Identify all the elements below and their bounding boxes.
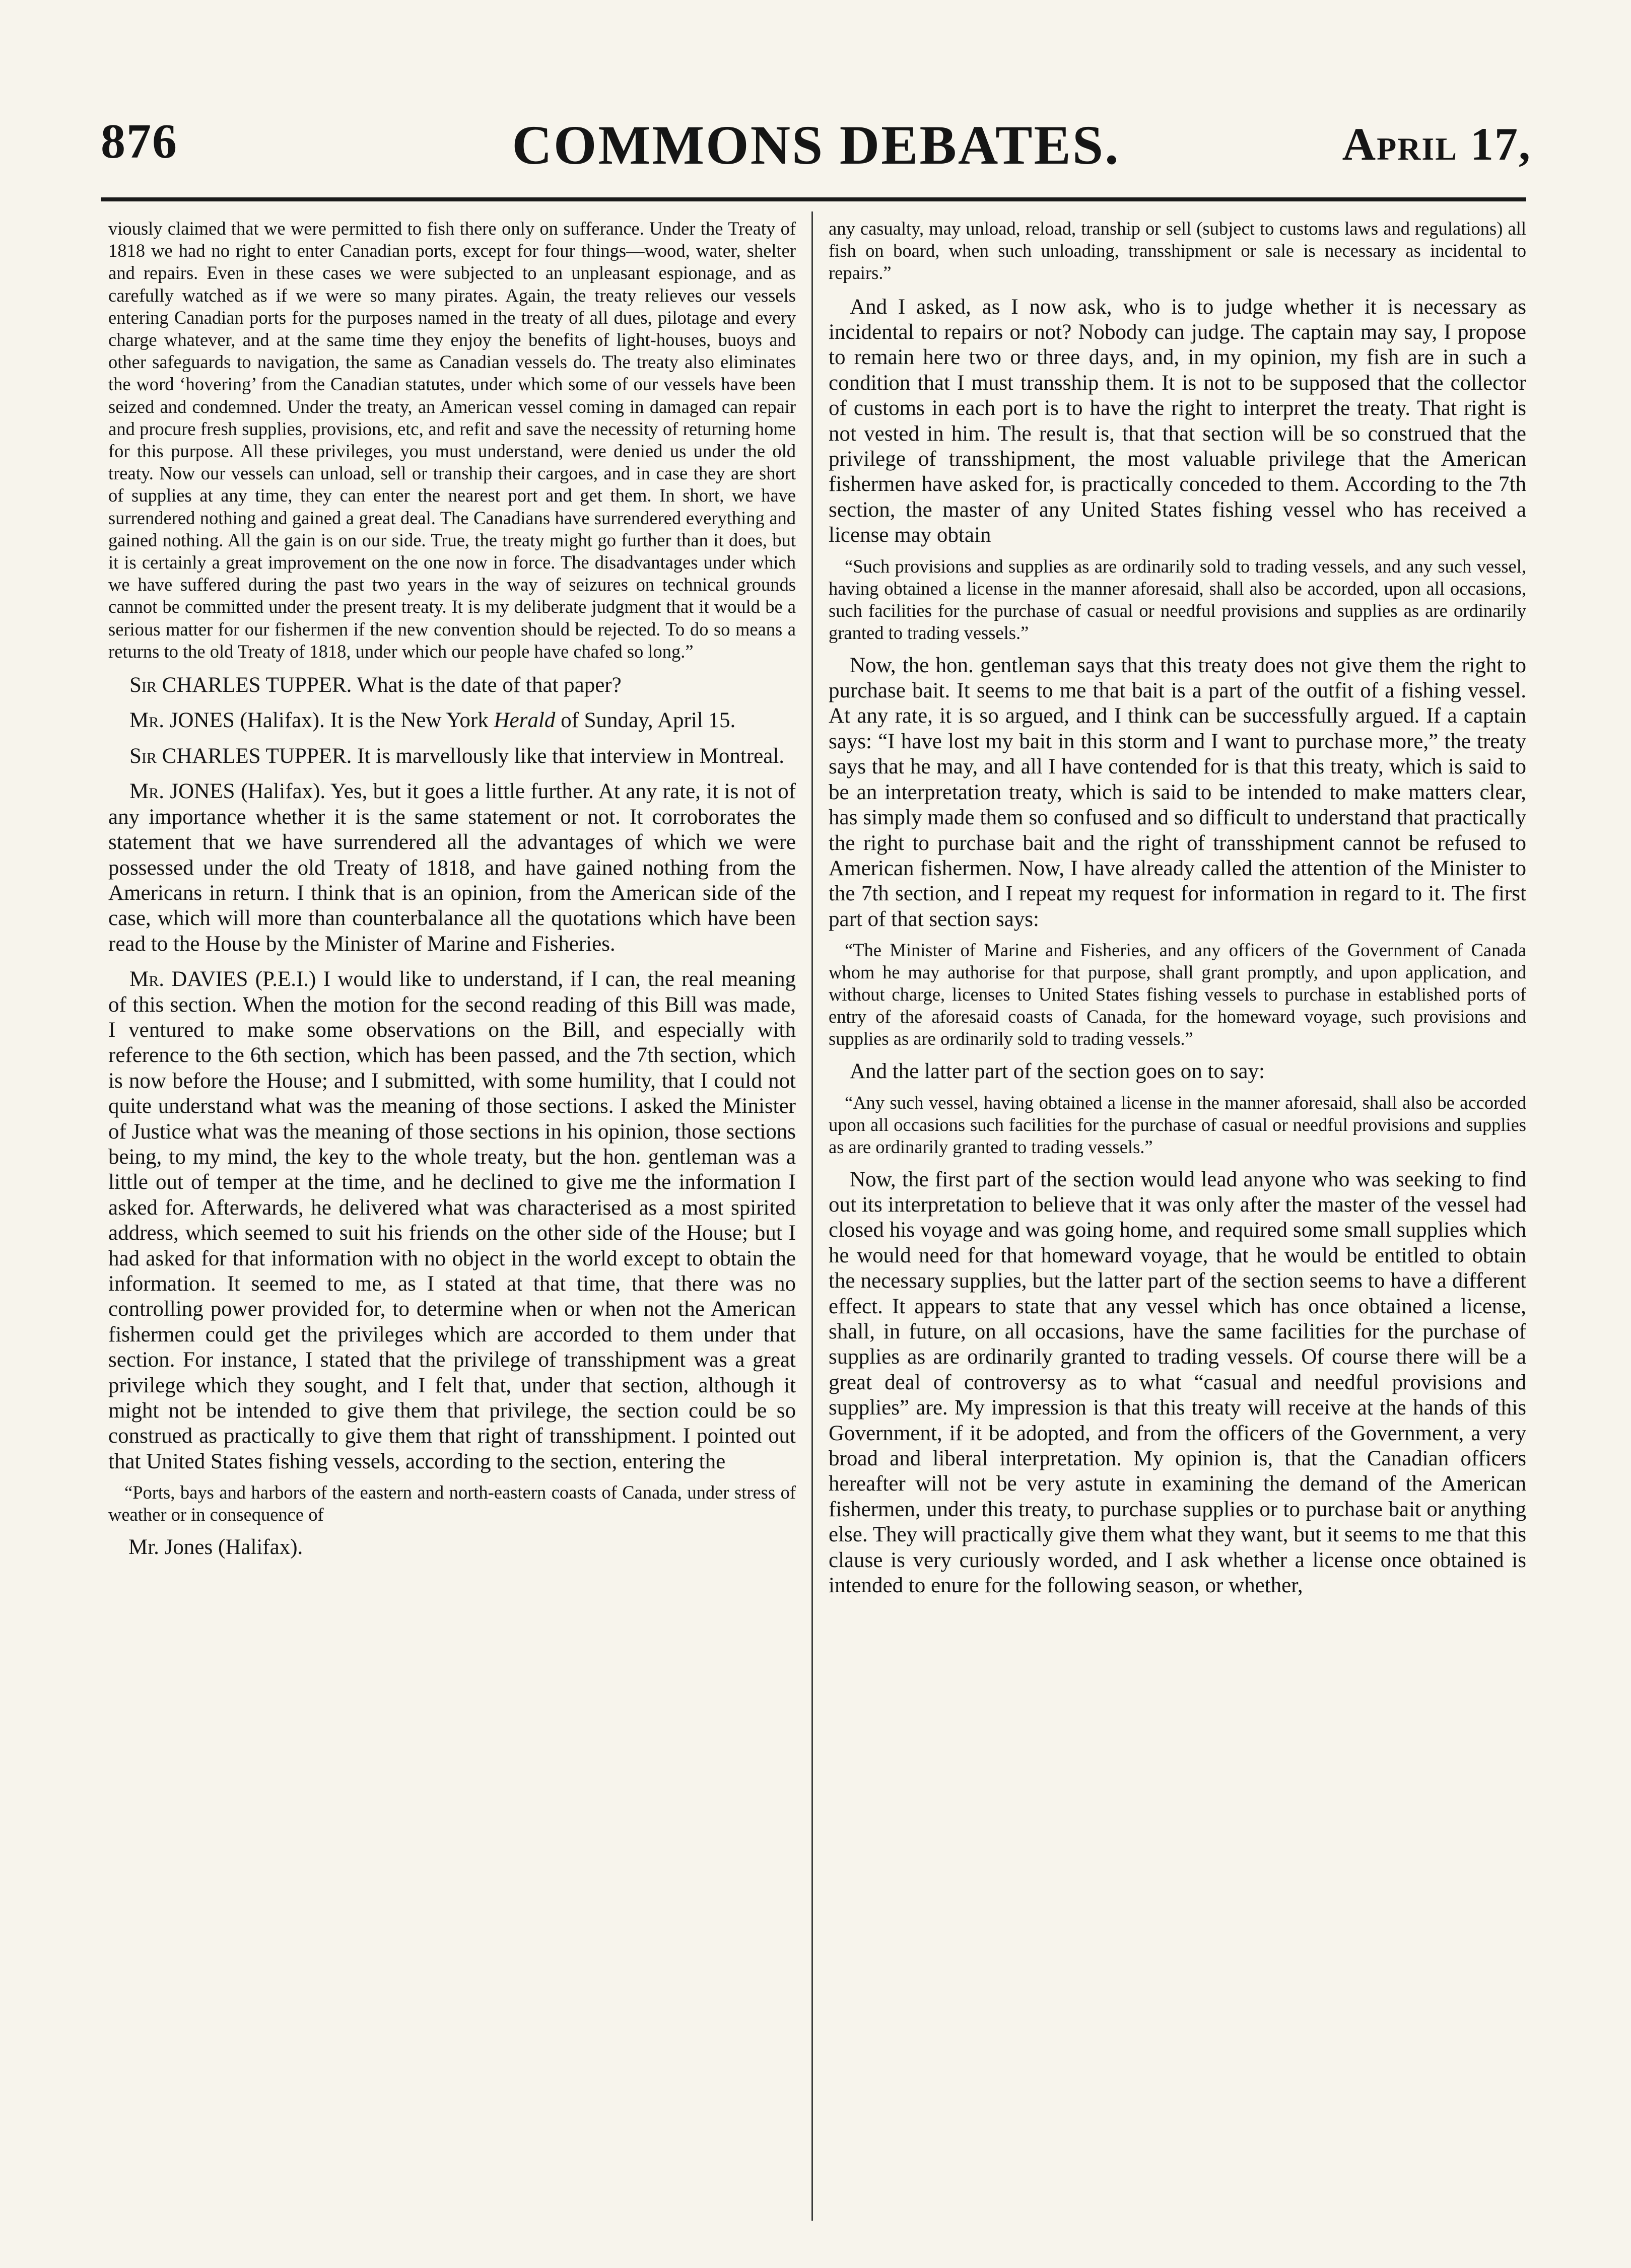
speech-paragraph: And I asked, as I now ask, who is to judge whether it is necessary as incidental to repairs or not? Nobody can judge. The captain may say, I propose to remain here two or three days, and, in my opinion, my fish are in such a condition that I must transship them. It is not to be supposed that the collector of customs in each port is to have the right to interpret the treaty. That right is not vested in him. The result is, that that section will be so construed that the privilege of transshipment, the most valuable privilege that the American fishermen have asked for, is practically conceded to them. According to the 7th section, the master of any United States fishing vessel who has received a license may obtain <box>829 295 1526 547</box>
quoted-section-text: “The Minister of Marine and Fisheries, and any officers of the Government of Canada whom he may authorise for that purpose, shall grant promptly, and upon application, and without charge, licenses to United States fishing vessels to purchase in established ports of entry of the aforesaid coasts of Canada, for the homeward voyage, such provisions and supplies as are ordinarily sold to trading vessels.” <box>829 940 1526 1049</box>
speech-text: It is the New York <box>330 708 489 733</box>
page-number: 876 <box>101 114 178 169</box>
speaker-riding: (P.E.I.) <box>255 967 316 991</box>
quoted-section-text: “Any such vessel, having obtained a license in the manner aforesaid, shall also be accorded upon all occasions such facilities for the purchase of casual or needful provisions and supplies as are ordinarily granted to trading vessels.” <box>829 1092 1526 1157</box>
page-header <box>101 113 1531 189</box>
speech-text: of Sunday, April 15. <box>561 708 736 733</box>
speaker-name: Sir CHARLES TUPPER. <box>129 744 352 768</box>
speech-tupper-2 <box>108 744 796 769</box>
quoted-interview-text: viously claimed that we were permitted to fish there only on sufferance. Under the Treaty of 1818 we had no right to enter Canadian ports, except for four things—wood, water, shelter and repairs. Even in these cases we were subjected to an unpleasant espionage, and as carefully watched as if we were so many pirates. Again, the treaty relieves our vessels entering Canadian ports for the purposes named in the treaty of all dues, pilotage and every charge whatever, and at the same time they enjoy the benefits of light-houses, buoys and other safeguards to navigation, the same as Canadian vessels do. The treaty also eliminates the word ‘hovering’ from the Canadian statutes, under which some of our vessels have been seized and condemned. Under the treaty, an American vessel coming in damaged can repair and procure fresh supplies, provisions, etc, and refit and save the necessity of returning home for this purpose. All these privileges, you must understand, were denied us under the old treaty. Now our vessels can unload, sell or tranship their cargoes, and in case they are short of supplies at any time, they can enter the nearest port and get them. In short, we have surrendered nothing and gained a great deal. The Canadians have surrendered everything and gained nothing. All the gain is on our side. True, the treaty might go further than it does, but it is certainly a great improvement on the one now in force. The disadvantages under which we have suffered during the past two years in the way of seizures on technical grounds cannot be committed under the present treaty. It is my deliberate judgment that it would be a serious matter for our fishermen if the new convention should be rejected. To do so means a returns to the old Treaty of 1818, under which our people have chafed so long.” <box>108 218 796 662</box>
header-rule <box>101 197 1526 201</box>
speech-paragraph: And the latter part of the section goes on to say: <box>850 1059 1265 1084</box>
left-column <box>108 218 796 1560</box>
page-date: April 17, <box>1342 118 1531 170</box>
speaker-name: Mr. JONES <box>129 779 235 804</box>
right-column <box>829 218 1526 1598</box>
speech-text: Yes, but it goes a little further. At any rate, it is not of any importance whether it is the same statement or not. It corroborates the statement that we have surrendered all the advantages of which we were possessed under the old Treaty of 1818, and have gained nothing from the Americans in return. I think that is an opinion, from the American side of the case, which will more than counterbalance all the quotations which have been read to the House by the Minister of Marine and Fisheries. <box>108 779 796 956</box>
newspaper-name: Herald <box>494 708 556 733</box>
speech-paragraph: Now, the hon. gentleman says that this treaty does not give them the right to purchase bait. It seems to me that bait is a part of the outfit of a fishing vessel. At any rate, it is so argued, and I think can be successfully argued. If a captain says: “I have lost my bait in this storm and I want to purchase more,” the treaty says that he may, and all I have contended for is that this treaty, which is said to be an interpretation treaty, which is said to be intended to make matters clear, has simply made them so confused and so difficult to understand that practically the right to purchase bait and the right of transshipment cannot be refused to American fishermen. Now, I have already called the attention of the Minister to the 7th section, and I repeat my request for information in regard to it. The first part of that section says: <box>829 653 1526 931</box>
quoted-section-text: “Such provisions and supplies as are ordinarily sold to trading vessels, and any such vessel, having obtained a license in the manner aforesaid, shall also be accorded, upon all occasions, such facilities for the purchase of casual or needful provisions and supplies as are ordinarily granted to trading vessels.” <box>829 555 1526 643</box>
quoted-section-continued: any casualty, may unload, reload, tranship or sell (subject to customs laws and regulations) all fish on board, when such unloading, transshipment or sale is necessary as incidental to repairs.” <box>829 218 1526 284</box>
speech-text: What is the date of that paper? <box>357 673 622 697</box>
continuation-cue: Mr. Jones (Halifax). <box>128 1535 303 1560</box>
speech-text: It is marvellously like that interview in Montreal. <box>357 744 785 768</box>
speaker-riding: (Halifax). <box>240 708 325 733</box>
speech-davies <box>108 967 796 1474</box>
quoted-section-text: “Ports, bays and harbors of the eastern and north-eastern coasts of Canada, under stress of weather or in consequence of <box>108 1482 796 1525</box>
speaker-name: Mr. DAVIES <box>129 967 248 991</box>
speech-tupper-1 <box>108 673 796 698</box>
speech-jones-1 <box>108 708 796 733</box>
speaker-name: Mr. JONES <box>129 708 235 733</box>
column-divider <box>811 211 813 2221</box>
speech-jones-2 <box>108 779 796 957</box>
speech-text: I would like to understand, if I can, the real meaning of this section. When the motion for the second reading of this Bill was made, I ventured to make some observations on the Bill, and especially with reference to the 6th section, which has been passed, and the 7th section, which is now before the House; and I submitted, with some humility, that I could not quite understand what was the meaning of those sections. I asked the Minister of Justice what was the meaning of those sections in his opinion, those sections being, to my mind, the key to the whole treaty, but the hon. gentleman was a little out of temper at the time, and he declined to give me the information I asked for. Afterwards, he delivered what was characterised as a most spirited address, which seemed to suit his friends on the other side of the House; but I had asked for that information with no object in the world except to obtain the information. It seemed to me, as I stated at that time, that there was no controlling power provided for, to determine when or when not the American fishermen could get the privileges which are accorded to them under that section. For instance, I stated that the privilege of transshipment was a great privilege which they sought, and I felt that, under that section, although it might not be intended to give them that privilege, the section could be so construed as practically to give them that right of transshipment. I pointed out that United States fishing vessels, according to the section, entering the <box>108 967 796 1473</box>
speaker-name: Sir CHARLES TUPPER. <box>129 673 352 697</box>
speaker-riding: (Halifax). <box>240 779 326 804</box>
speech-paragraph: Now, the first part of the section would lead anyone who was seeking to find out its interpretation to believe that it was only after the master of the vessel had closed his voyage and was going home, and required some small supplies which he would need for that homeward voyage, that he would be entitled to obtain the necessary supplies, but the latter part of the section seems to have a different effect. It appears to state that any vessel which has once obtained a license, shall, in future, on all occasions, have the same facilities for the purchase of supplies as are ordinarily granted to trading vessels. Of course there will be a great deal of controversy as to what “casual and needful provisions and supplies” are. My impression is that this treaty will receive at the hands of this Government, if it be adopted, and from the officers of the Government, a very broad and liberal interpretation. My opinion is, that the Canadian officers hereafter will not be very astute in examining the demand of the American fishermen, under this treaty, to purchase supplies or to purchase bait or anything else. They will practically give them what they want, but it seems to me that this clause is very curiously worded, and I ask whether a license once obtained is intended to enure for the following season, or whether, <box>829 1167 1526 1598</box>
page-title: COMMONS DEBATES. <box>512 114 1120 176</box>
